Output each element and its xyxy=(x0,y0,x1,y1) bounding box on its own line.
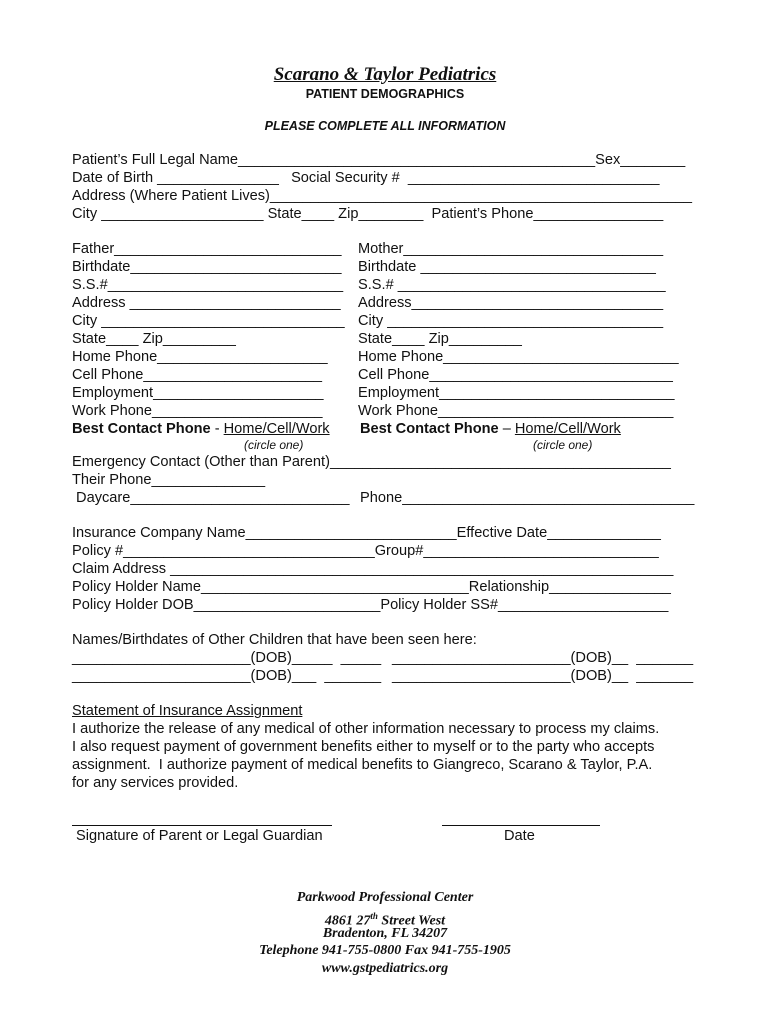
mother-best-contact-label: Best Contact Phone xyxy=(360,421,499,437)
sibling-entry-field[interactable]: ______________________(DOB)___ _______ xyxy=(72,668,382,684)
mother-circle-note: (circle one) xyxy=(533,438,593,452)
emergency-contact-field[interactable]: Emergency Contact (Other than Parent)__________________________________________ xyxy=(72,454,671,470)
mother-ssn-field[interactable]: S.S.# _________________________________ xyxy=(358,277,666,293)
mother-best-contact-options[interactable]: Home/Cell/Work xyxy=(514,421,621,437)
father-city-field[interactable]: City ______________________________ xyxy=(72,313,345,329)
father-home-phone-field[interactable]: Home Phone_____________________ xyxy=(72,349,328,365)
father-birthdate-field[interactable]: Birthdate__________________________ xyxy=(72,259,342,275)
mother-best-contact: Best Contact Phone – Home/Cell/Work xyxy=(360,421,621,437)
form-instruction: PLEASE COMPLETE ALL INFORMATION xyxy=(264,119,506,133)
father-address-field[interactable]: Address __________________________ xyxy=(72,295,341,311)
mother-cell-phone-field[interactable]: Cell Phone______________________________ xyxy=(358,367,673,383)
patient-name-sex-field[interactable]: Patient’s Full Legal Name____________________________________________Sex________ xyxy=(72,152,686,168)
mother-address-field[interactable]: Address_______________________________ xyxy=(358,295,664,311)
insurance-policy-group-field[interactable]: Policy #_______________________________Group#_____________________________ xyxy=(72,543,659,559)
signature-line[interactable] xyxy=(72,825,332,826)
mother-home-phone-field[interactable]: Home Phone_____________________________ xyxy=(358,349,679,365)
father-employment-field[interactable]: Employment_____________________ xyxy=(72,385,324,401)
date-line[interactable] xyxy=(442,825,600,826)
insurance-company-field[interactable]: Insurance Company Name__________________________Effective Date______________ xyxy=(72,525,661,541)
father-state-zip-field[interactable]: State____ Zip_________ xyxy=(72,331,236,347)
sibling-entry-field[interactable]: ______________________(DOB)__ _______ xyxy=(392,668,694,684)
signature-label: Signature of Parent or Legal Guardian xyxy=(76,828,323,844)
mother-city-field[interactable]: City __________________________________ xyxy=(358,313,664,329)
footer-website: www.gstpediatrics.org xyxy=(321,961,449,976)
sibling-entry-field[interactable]: ______________________(DOB)__ _______ xyxy=(392,650,694,666)
footer-street: 4861 27th Street West xyxy=(324,911,446,929)
father-best-contact: Best Contact Phone - Home/Cell/Work xyxy=(72,421,330,437)
patient-dob-ssn-field[interactable]: Date of Birth _______________ Social Security # _______________________________ xyxy=(72,170,660,186)
statement-line: I also request payment of government benefits either to myself or to the party who accepts xyxy=(72,739,655,755)
emergency-phone-field[interactable]: Their Phone______________ xyxy=(72,472,266,488)
father-name-field[interactable]: Father____________________________ xyxy=(72,241,342,257)
father-cell-phone-field[interactable]: Cell Phone______________________ xyxy=(72,367,322,383)
mother-birthdate-field[interactable]: Birthdate _____________________________ xyxy=(358,259,656,275)
patient-address-field[interactable]: Address (Where Patient Lives)____________________________________________________ xyxy=(72,188,692,204)
daycare-field[interactable]: Daycare___________________________ xyxy=(72,490,350,506)
sibling-entry-field[interactable]: ______________________(DOB)_____ _____ xyxy=(72,650,382,666)
statement-line: for any services provided. xyxy=(72,775,239,791)
statement-heading: Statement of Insurance Assignment xyxy=(72,703,303,719)
statement-line: I authorize the release of any medical of other information necessary to process my claims. xyxy=(72,721,660,737)
father-best-contact-label: Best Contact Phone xyxy=(72,421,211,437)
daycare-phone-field[interactable]: Phone____________________________________ xyxy=(360,490,695,506)
date-label: Date xyxy=(504,828,535,844)
mother-name-field[interactable]: Mother________________________________ xyxy=(358,241,664,257)
mother-state-zip-field[interactable]: State____ Zip_________ xyxy=(358,331,522,347)
policy-holder-name-field[interactable]: Policy Holder Name_________________________________Relationship_______________ xyxy=(72,579,671,595)
father-work-phone-field[interactable]: Work Phone_____________________ xyxy=(72,403,323,419)
father-best-contact-options[interactable]: Home/Cell/Work xyxy=(223,421,330,437)
father-circle-note: (circle one) xyxy=(244,438,304,452)
practice-name: Scarano & Taylor Pediatrics xyxy=(273,64,497,85)
footer-phones: Telephone 941-755-0800 Fax 941-755-1905 xyxy=(259,943,511,958)
statement-line: assignment. I authorize payment of medical benefits to Giangreco, Scarano & Taylor, P.A. xyxy=(72,757,653,773)
siblings-heading: Names/Birthdates of Other Children that have been seen here: xyxy=(72,632,477,648)
insurance-claim-address-field[interactable]: Claim Address ______________________________________________________________ xyxy=(72,561,674,577)
footer-building: Parkwood Professional Center xyxy=(296,890,474,905)
footer-city: Bradenton, FL 34207 xyxy=(322,926,448,941)
mother-employment-field[interactable]: Employment_____________________________ xyxy=(358,385,675,401)
form-title: PATIENT DEMOGRAPHICS xyxy=(305,87,465,101)
patient-city-state-phone-field[interactable]: City ____________________ State____ Zip________ Patient’s Phone________________ xyxy=(72,206,664,222)
policy-holder-dob-ssn-field[interactable]: Policy Holder DOB_______________________Policy Holder SS#_____________________ xyxy=(72,597,669,613)
father-ssn-field[interactable]: S.S.#_____________________________ xyxy=(72,277,344,293)
mother-work-phone-field[interactable]: Work Phone_____________________________ xyxy=(358,403,674,419)
